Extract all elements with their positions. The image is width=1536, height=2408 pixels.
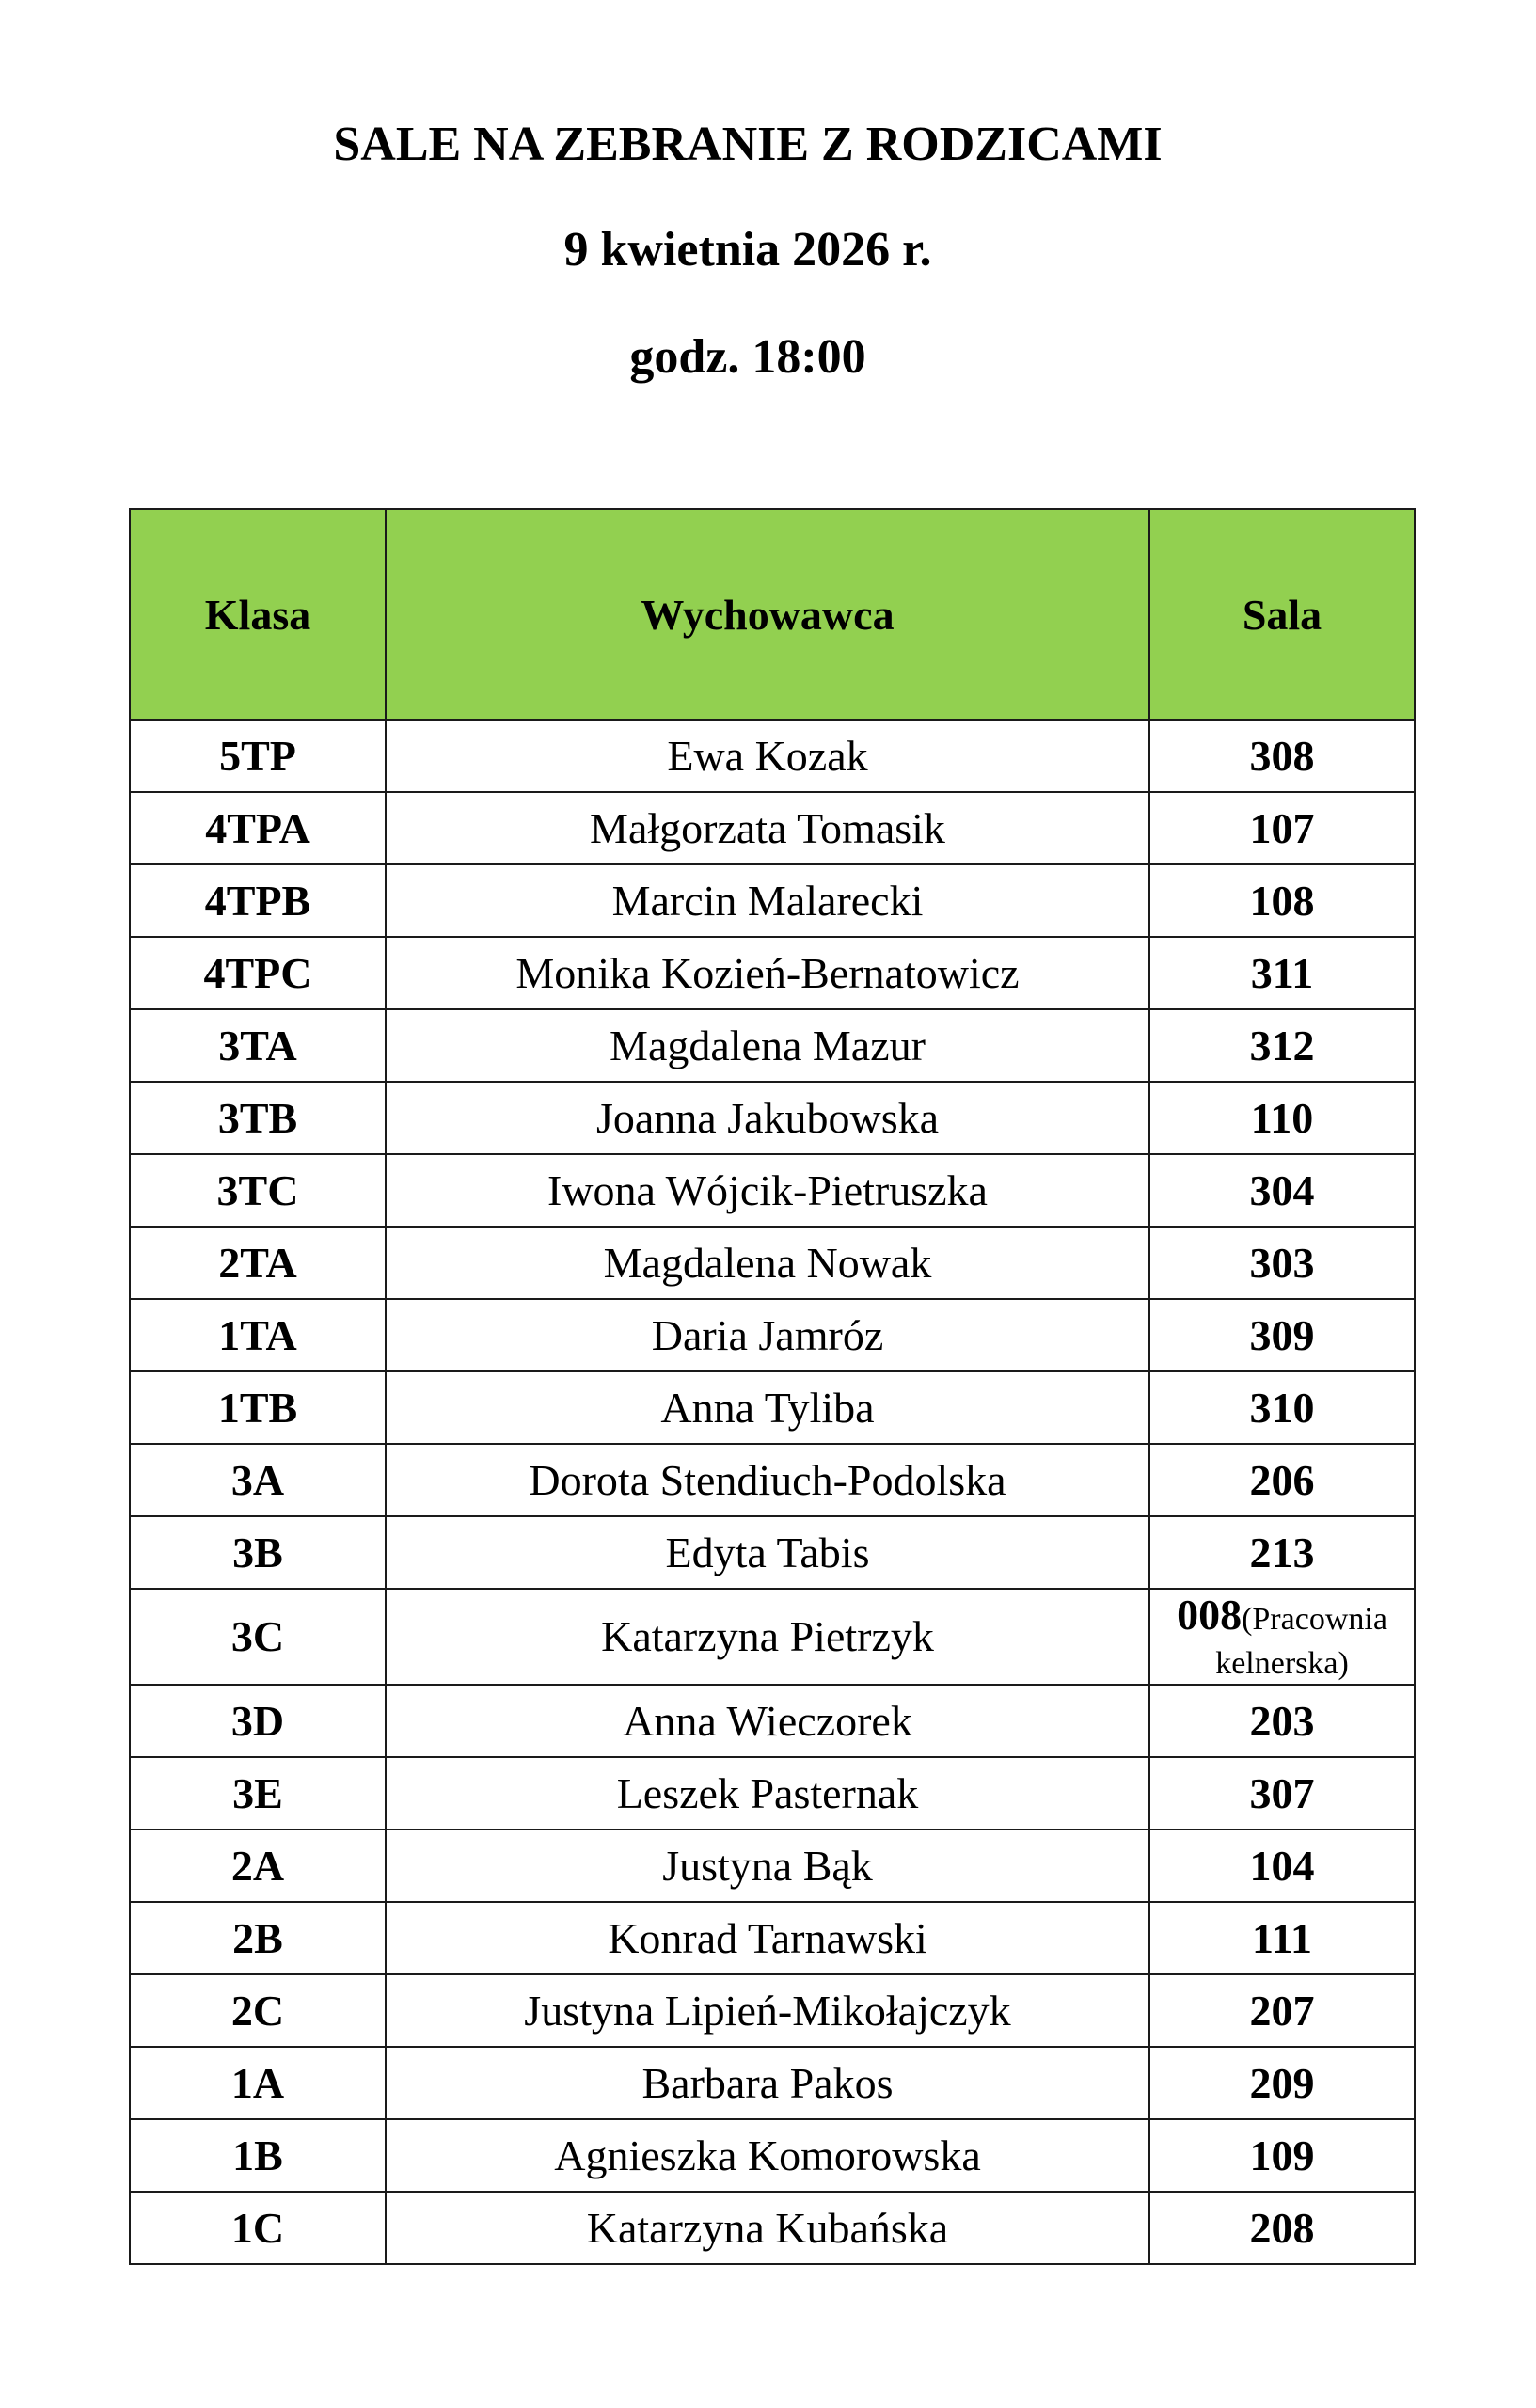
cell-wychowawca: Justyna Lipień-Mikołajczyk [386,1974,1149,2047]
cell-wychowawca: Edyta Tabis [386,1516,1149,1589]
cell-klasa: 2B [130,1902,386,1974]
cell-sala: 206 [1149,1444,1415,1516]
cell-klasa: 3TA [130,1009,386,1082]
table-row [130,1685,1415,1757]
sala-number: 008 [1177,1591,1243,1639]
cell-sala: 307 [1149,1757,1415,1830]
cell-wychowawca: Daria Jamróz [386,1299,1149,1371]
table-row [130,792,1415,864]
table-row [130,1299,1415,1371]
table-row [130,1227,1415,1299]
cell-wychowawca: Iwona Wójcik-Pietruszka [386,1154,1149,1227]
cell-klasa: 2TA [130,1227,386,1299]
sala-note: (Pracownia kelnerska) [1215,1602,1387,1681]
cell-klasa: 1TA [130,1299,386,1371]
cell-klasa: 4TPB [130,864,386,937]
table-row [130,1974,1415,2047]
table-row [130,1757,1415,1830]
table-header-row [130,509,1415,720]
meeting-time: godz. 18:00 [629,330,866,384]
cell-sala: 304 [1149,1154,1415,1227]
cell-sala: 213 [1149,1516,1415,1589]
cell-wychowawca: Anna Wieczorek [386,1685,1149,1757]
cell-wychowawca: Anna Tyliba [386,1371,1149,1444]
cell-wychowawca: Joanna Jakubowska [386,1082,1149,1154]
cell-sala: 203 [1149,1685,1415,1757]
cell-sala: 208 [1149,2192,1415,2264]
cell-sala: 104 [1149,1830,1415,1902]
cell-wychowawca: Konrad Tarnawski [386,1902,1149,1974]
cell-sala: 309 [1149,1299,1415,1371]
cell-wychowawca: Ewa Kozak [386,720,1149,792]
cell-sala: 310 [1149,1371,1415,1444]
table-row [130,1082,1415,1154]
cell-klasa: 1B [130,2119,386,2192]
cell-klasa: 4TPC [130,937,386,1009]
table-row [130,1371,1415,1444]
cell-sala: 111 [1149,1902,1415,1974]
column-header-klasa: Klasa [130,509,386,720]
cell-klasa: 3E [130,1757,386,1830]
cell-sala: 303 [1149,1227,1415,1299]
cell-wychowawca: Marcin Malarecki [386,864,1149,937]
cell-sala [1149,1589,1415,1685]
cell-klasa: 1C [130,2192,386,2264]
cell-klasa: 3C [130,1589,386,1685]
cell-klasa: 2A [130,1830,386,1902]
cell-sala: 110 [1149,1082,1415,1154]
cell-klasa: 3A [130,1444,386,1516]
cell-klasa: 4TPA [130,792,386,864]
cell-klasa: 3B [130,1516,386,1589]
cell-sala: 108 [1149,864,1415,937]
cell-wychowawca: Małgorzata Tomasik [386,792,1149,864]
cell-wychowawca: Justyna Bąk [386,1830,1149,1902]
cell-wychowawca: Leszek Pasternak [386,1757,1149,1830]
table-row [130,720,1415,792]
table-row [130,1154,1415,1227]
cell-sala: 109 [1149,2119,1415,2192]
rooms-table [129,508,1416,2265]
cell-sala: 311 [1149,937,1415,1009]
cell-wychowawca: Katarzyna Pietrzyk [386,1589,1149,1685]
table-row [130,1830,1415,1902]
cell-klasa: 3TB [130,1082,386,1154]
cell-sala: 107 [1149,792,1415,864]
table-row [130,1589,1415,1685]
cell-klasa: 3D [130,1685,386,1757]
table-row [130,1009,1415,1082]
cell-wychowawca: Barbara Pakos [386,2047,1149,2119]
table-row [130,937,1415,1009]
column-header-sala: Sala [1149,509,1415,720]
cell-wychowawca: Magdalena Nowak [386,1227,1149,1299]
cell-wychowawca: Agnieszka Komorowska [386,2119,1149,2192]
cell-klasa: 1A [130,2047,386,2119]
table-row [130,2119,1415,2192]
cell-klasa: 3TC [130,1154,386,1227]
cell-wychowawca: Dorota Stendiuch-Podolska [386,1444,1149,1516]
table-row [130,2047,1415,2119]
cell-wychowawca: Katarzyna Kubańska [386,2192,1149,2264]
cell-sala: 308 [1149,720,1415,792]
table-row [130,1444,1415,1516]
table-row [130,2192,1415,2264]
cell-sala: 209 [1149,2047,1415,2119]
table-row [130,1902,1415,1974]
page-title: SALE NA ZEBRANIE Z RODZICAMI [333,118,1163,171]
column-header-wychowawca: Wychowawca [386,509,1149,720]
cell-wychowawca: Magdalena Mazur [386,1009,1149,1082]
cell-klasa: 2C [130,1974,386,2047]
cell-sala: 312 [1149,1009,1415,1082]
cell-klasa: 1TB [130,1371,386,1444]
meeting-date: 9 kwietnia 2026 r. [563,223,932,277]
table-row [130,864,1415,937]
cell-sala: 207 [1149,1974,1415,2047]
cell-wychowawca: Monika Kozień-Bernatowicz [386,937,1149,1009]
table-row [130,1516,1415,1589]
cell-klasa: 5TP [130,720,386,792]
